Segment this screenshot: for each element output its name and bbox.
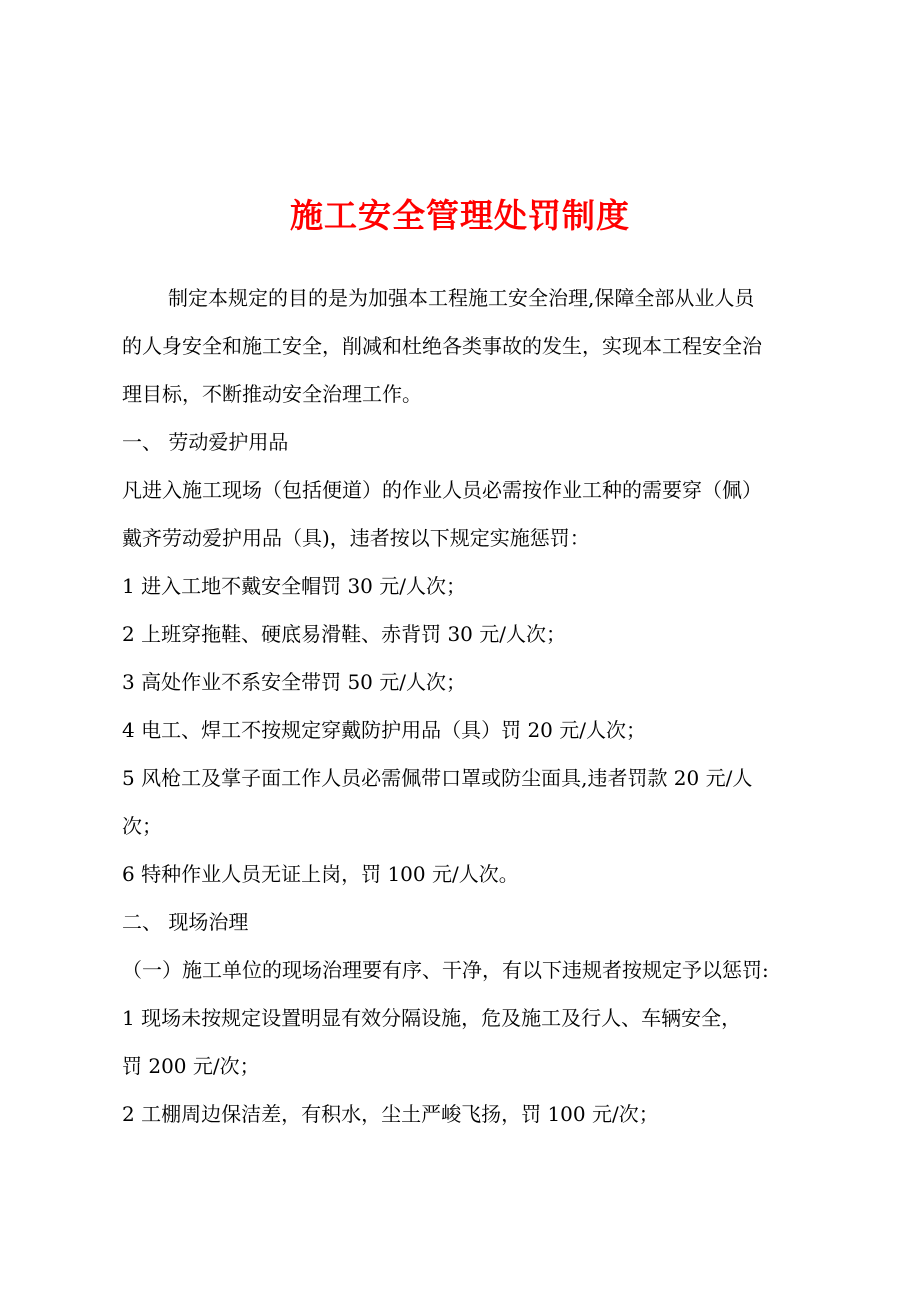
list-item: 1 现场未按规定设置明显有效分隔设施，危及施工及行人、车辆安全，	[122, 1006, 742, 1030]
list-item: 2 上班穿拖鞋、硬底易滑鞋、赤背罚 30 元/人次；	[122, 622, 566, 646]
section-heading: 二、 现场治理	[122, 910, 249, 934]
list-item-continued: 次；	[122, 814, 162, 838]
list-item: 3 高处作业不系安全带罚 50 元/人次；	[122, 670, 466, 694]
list-item: 1 进入工地不戴安全帽罚 30 元/人次；	[122, 574, 466, 598]
section-heading: 一、 劳动爱护用品	[122, 430, 289, 454]
paragraph-line: 理目标，不断推动安全治理工作。	[122, 382, 422, 406]
paragraph-line: 制定本规定的目的是为加强本工程施工安全治理,保障全部从业人员	[168, 286, 755, 310]
subsection-heading: （一）施工单位的现场治理要有序、干净，有以下违规者按规定予以惩罚:	[122, 958, 769, 982]
paragraph-line: 戴齐劳动爱护用品（具)，违者按以下规定实施惩罚：	[122, 526, 590, 550]
list-item: 6 特种作业人员无证上岗，罚 100 元/人次。	[122, 862, 519, 886]
paragraph-line: 凡进入施工现场（包括便道）的作业人员必需按作业工种的需要穿（佩）	[122, 478, 762, 502]
list-item-continued: 罚 200 元/次；	[122, 1054, 260, 1078]
document-title: 施工安全管理处罚制度	[290, 196, 630, 235]
list-item: 4 电工、焊工不按规定穿戴防护用品（具）罚 20 元/人次；	[122, 718, 646, 742]
list-item: 5 风枪工及掌子面工作人员必需佩带口罩或防尘面具,违者罚款 20 元/人	[122, 766, 753, 790]
document-body	[122, 274, 820, 1138]
list-item: 2 工棚周边保洁差，有积水，尘土严峻飞扬，罚 100 元/次；	[122, 1102, 659, 1126]
paragraph-line: 的人身安全和施工安全，削减和杜绝各类事故的发生，实现本工程安全治	[122, 334, 762, 358]
